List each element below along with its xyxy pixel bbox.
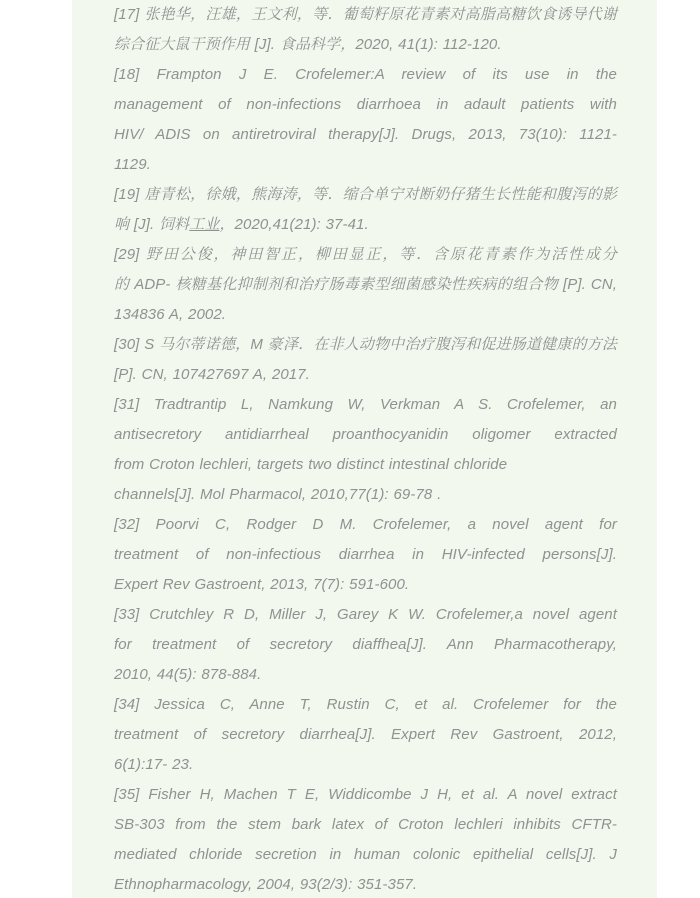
reference-line: [31] Tradtrantip L, Namkung W, Verkman A S. Crofelemer, an (114, 396, 617, 413)
reference-line: [32] Poorvi C, Rodger D M. Crofelemer, a novel agent for (114, 516, 617, 533)
reference-item (114, 0, 617, 60)
reference-item (114, 240, 617, 330)
reference-line: 响 [J]. 饲料工业，2020,41(21): 37-41. (114, 216, 369, 233)
reference-line: for treatment of secretory diaffhea[J]. Ann Pharmacotherapy, (114, 636, 617, 653)
references-list (114, 0, 617, 898)
reference-line: 的 ADP- 核糖基化抑制剂和治疗肠毒素型细菌感染性疾病的组合物 [P]. CN, (114, 276, 617, 293)
reference-line: [34] Jessica C, Anne T, Rustin C, et al. Crofelemer for the (114, 696, 617, 713)
reference-line: Ethnopharmacology, 2004, 93(2/3): 351-357. (114, 876, 418, 893)
reference-line: 6(1):17- 23. (114, 756, 194, 773)
reference-item (114, 780, 617, 898)
reference-line: 2010, 44(5): 878-884. (114, 666, 262, 683)
reference-line: treatment of non-infectious diarrhea in HIV-infected persons[J]. (114, 546, 617, 563)
reference-line: from Croton lechleri, targets two distinct intestinal chloride (114, 456, 508, 473)
reference-item (114, 600, 617, 690)
reference-line: treatment of secretory diarrhea[J]. Expert Rev Gastroent, 2012, (114, 726, 617, 743)
reference-line: HIV/ ADIS on antiretroviral therapy[J]. Drugs, 2013, 73(10): 1121- (114, 126, 617, 143)
reference-line: [29] 野田公俊，神田智正，柳田显正，等．含原花青素作为活性成分 (114, 246, 617, 263)
reference-line: mediated chloride secretion in human colonic epithelial cells[J]. J (114, 846, 617, 863)
reference-line: [33] Crutchley R D, Miller J, Garey K W. Crofelemer,a novel agent (114, 606, 617, 623)
reference-item (114, 510, 617, 600)
reference-item (114, 60, 617, 180)
reference-line: [18] Frampton J E. Crofelemer:A review of its use in the (114, 66, 617, 83)
reference-line: 134836 A, 2002. (114, 306, 227, 323)
reference-line: [30] S 马尔蒂诺德，M 豪泽．在非人动物中治疗腹泻和促进肠道健康的方法 (114, 336, 617, 353)
reference-line: 综合征大鼠干预作用 [J]. 食品科学，2020, 41(1): 112-120. (114, 36, 502, 53)
reference-line: [35] Fisher H, Machen T E, Widdicombe J H, et al. A novel extract (114, 786, 617, 803)
reference-line: channels[J]. Mol Pharmacol, 2010,77(1): 69-78 . (114, 486, 442, 503)
reference-item (114, 330, 617, 390)
reference-item (114, 180, 617, 240)
document-sheet (72, 0, 657, 898)
reference-line: [P]. CN, 107427697 A, 2017. (114, 366, 310, 383)
reference-line: [19] 唐青松，徐娥，熊海涛，等．缩合单宁对断奶仔猪生长性能和腹泻的影 (114, 186, 617, 203)
reference-item (114, 390, 617, 510)
reference-line: [17] 张艳华，汪雄，王文利，等．葡萄籽原花青素对高脂高糖饮食诱导代谢 (114, 6, 617, 23)
reference-line: Expert Rev Gastroent, 2013, 7(7): 591-600. (114, 576, 410, 593)
reference-line: antisecretory antidiarrheal proanthocyanidin oligomer extracted (114, 426, 617, 443)
reference-item (114, 690, 617, 780)
reference-line: 1129. (114, 156, 151, 173)
reference-line: management of non-infections diarrhoea in adault patients with (114, 96, 617, 113)
underlined-journal-name: 工业 (189, 216, 220, 233)
reference-line: SB-303 from the stem bark latex of Croton lechleri inhibits CFTR- (114, 816, 617, 833)
